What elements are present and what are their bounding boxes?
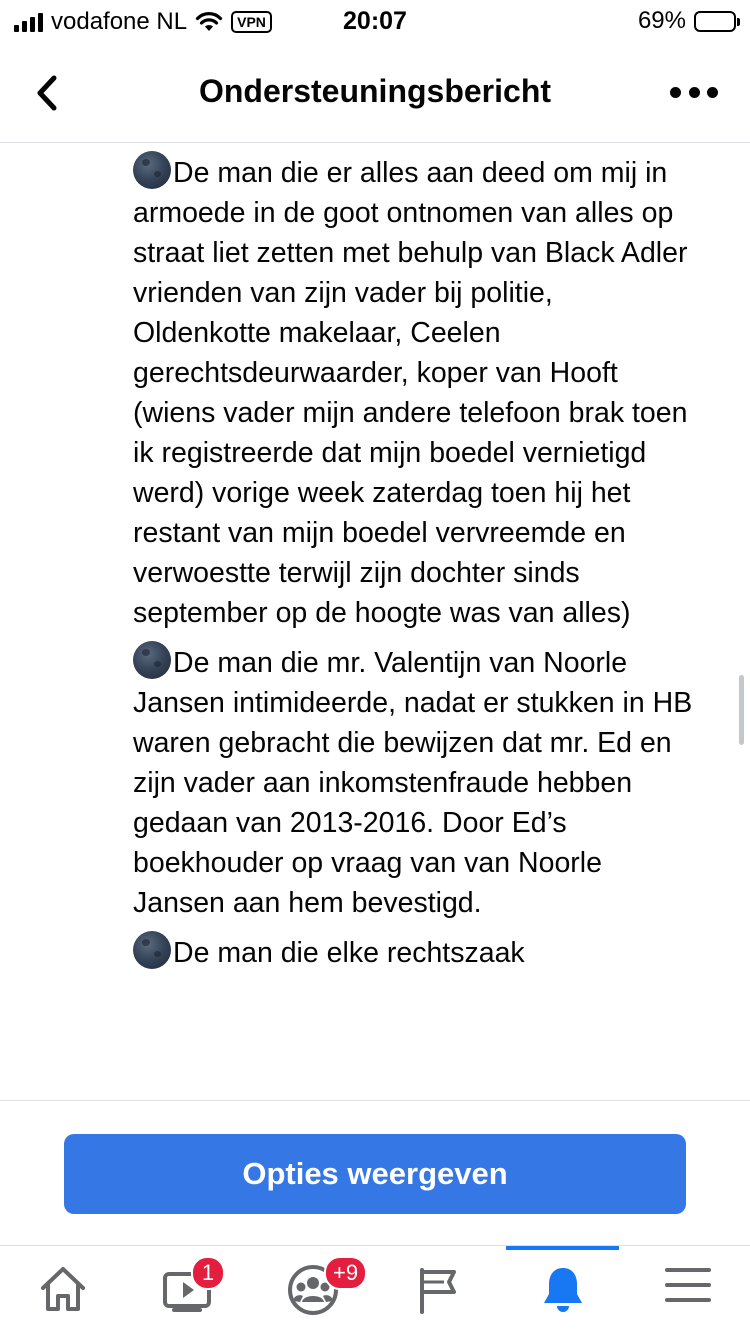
flag-icon xyxy=(416,1264,460,1316)
paragraph-text: De man die elke rechtszaak xyxy=(173,937,525,969)
bell-icon xyxy=(539,1264,587,1316)
tab-groups[interactable] xyxy=(250,1246,375,1334)
message-paragraph xyxy=(133,641,693,923)
page-title: Ondersteuningsbericht xyxy=(198,73,552,109)
tab-home[interactable] xyxy=(0,1246,125,1334)
more-horizontal-icon xyxy=(670,87,681,98)
scrollbar[interactable] xyxy=(739,675,744,745)
video-notification-badge: 1 xyxy=(191,1256,225,1290)
status-bar xyxy=(0,0,750,42)
message-paragraph xyxy=(133,931,693,973)
vpn-badge: VPN xyxy=(231,11,272,33)
home-icon xyxy=(37,1264,89,1314)
show-options-button[interactable]: Opties weergeven xyxy=(64,1134,686,1214)
paragraph-text: De man die mr. Valentijn van Noorle Jansen intimideerde, nadat er stukken in HB waren gebracht die bewijzen dat mr. Ed en zijn vader aan inkomstenfraude hebben gedaan van 2013-2016. Door Ed’s boekhouder op vraag van van Noorle Jansen aan hem bevestigd. xyxy=(133,647,693,919)
support-message-content[interactable] xyxy=(0,143,750,1100)
battery-percent: 69% xyxy=(637,7,686,34)
new-moon-emoji-icon xyxy=(133,151,171,189)
back-button[interactable] xyxy=(28,70,68,116)
options-area xyxy=(0,1100,750,1245)
message-body xyxy=(133,151,693,981)
new-moon-emoji-icon xyxy=(133,931,171,969)
tab-menu[interactable] xyxy=(625,1246,750,1334)
status-right xyxy=(638,7,736,35)
groups-notification-badge: +9 xyxy=(324,1256,367,1290)
chevron-left-icon xyxy=(28,70,68,116)
tab-pages[interactable] xyxy=(375,1246,500,1334)
tab-video[interactable] xyxy=(125,1246,250,1334)
navigation-header xyxy=(0,42,750,143)
tab-notifications[interactable] xyxy=(500,1246,625,1334)
message-paragraph xyxy=(133,151,693,633)
status-time: 20:07 xyxy=(343,7,407,35)
more-options-button[interactable] xyxy=(670,82,718,102)
paragraph-text: De man die er alles aan deed om mij in armoede in de goot ontnomen van alles op straat liet zetten met behulp van Black Adler vrienden van zijn vader bij politie, Oldenkotte makelaar, Ceelen gerechtsdeurwaarder, koper van Hooft (wiens vader mijn andere telefoon brak toen ik registreerde dat mijn boedel vernietigd werd) vorige week zaterdag toen hij het restant van mijn boedel vervreemde en verwoestte terwijl zijn dochter sinds september op de hoogte was van alles) xyxy=(133,157,688,629)
bottom-tab-bar xyxy=(0,1245,750,1334)
battery-icon xyxy=(694,11,736,32)
menu-icon xyxy=(664,1264,712,1308)
carrier-name: vodafone NL xyxy=(51,8,188,35)
new-moon-emoji-icon xyxy=(133,641,171,679)
